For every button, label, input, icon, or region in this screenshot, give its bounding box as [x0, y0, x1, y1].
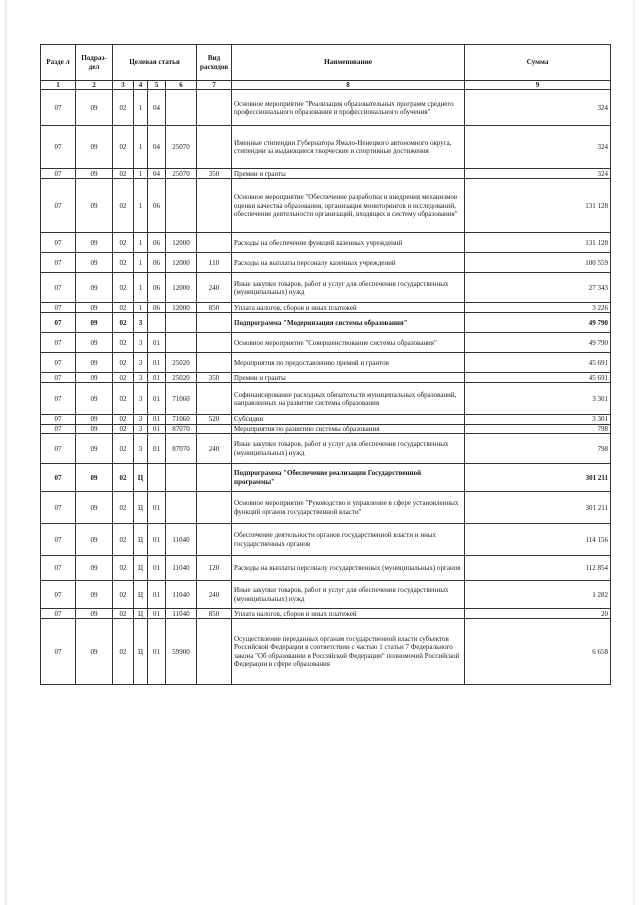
- table-row: [41, 333, 611, 353]
- table-row: [41, 313, 611, 333]
- cell-subprogram: 3: [134, 424, 148, 433]
- cell-razdel: 07: [41, 556, 76, 581]
- column-number: 7: [197, 81, 232, 90]
- budget-table: [40, 44, 611, 685]
- cell-podrazdel: 09: [76, 373, 113, 383]
- header-razdel: Разде л: [41, 45, 76, 81]
- cell-direction: 11040: [166, 524, 197, 556]
- cell-direction: 12000: [166, 303, 197, 313]
- cell-subprogram: Ц: [134, 581, 148, 609]
- cell-activity: 01: [148, 373, 166, 383]
- cell-sum: 45 691: [465, 373, 611, 383]
- table-row: [41, 434, 611, 464]
- cell-podrazdel: 09: [76, 464, 113, 492]
- cell-podrazdel: 09: [76, 179, 113, 233]
- cell-podrazdel: 09: [76, 619, 113, 685]
- cell-razdel: 07: [41, 524, 76, 556]
- cell-program: 02: [113, 90, 134, 126]
- cell-name: Расходы на обеспечение функций казенных учреждений: [232, 233, 465, 253]
- cell-razdel: 07: [41, 619, 76, 685]
- table-row: [41, 524, 611, 556]
- cell-program: 02: [113, 126, 134, 169]
- cell-vid: 110: [197, 253, 232, 273]
- cell-name: Софинансирование расходных обязательств муниципальных образований, направленных на развитие системы образования: [232, 383, 465, 415]
- cell-vid: [197, 126, 232, 169]
- cell-activity: 01: [148, 415, 166, 424]
- cell-subprogram: Ц: [134, 524, 148, 556]
- cell-activity: 06: [148, 253, 166, 273]
- cell-program: 02: [113, 464, 134, 492]
- cell-subprogram: 3: [134, 333, 148, 353]
- cell-razdel: 07: [41, 353, 76, 373]
- table-row: [41, 383, 611, 415]
- cell-program: 02: [113, 581, 134, 609]
- cell-subprogram: Ц: [134, 619, 148, 685]
- cell-name: Мероприятия по предоставлению премий и грантов: [232, 353, 465, 373]
- cell-vid: 240: [197, 581, 232, 609]
- cell-program: 02: [113, 353, 134, 373]
- table-row: [41, 581, 611, 609]
- cell-podrazdel: 09: [76, 353, 113, 373]
- cell-podrazdel: 09: [76, 333, 113, 353]
- cell-sum: 45 691: [465, 353, 611, 373]
- column-number: 2: [76, 81, 113, 90]
- cell-direction: 12000: [166, 253, 197, 273]
- table-row: [41, 126, 611, 169]
- cell-vid: 240: [197, 434, 232, 464]
- column-number: 8: [232, 81, 465, 90]
- cell-vid: 240: [197, 273, 232, 303]
- table-row: [41, 609, 611, 619]
- cell-sum: 301 211: [465, 492, 611, 524]
- cell-name: Основное мероприятие "Руководство и управление в сфере установленных функций органов государственной власти": [232, 492, 465, 524]
- cell-podrazdel: 09: [76, 313, 113, 333]
- cell-activity: 04: [148, 126, 166, 169]
- cell-direction: [166, 313, 197, 333]
- cell-sum: 798: [465, 424, 611, 433]
- cell-razdel: 07: [41, 179, 76, 233]
- column-number: 6: [166, 81, 197, 90]
- cell-subprogram: 1: [134, 90, 148, 126]
- table-row: [41, 303, 611, 313]
- cell-sum: 798: [465, 434, 611, 464]
- cell-podrazdel: 09: [76, 303, 113, 313]
- cell-razdel: 07: [41, 609, 76, 619]
- header-celevaya-statya: Целевая статья: [113, 45, 197, 81]
- cell-vid: 350: [197, 373, 232, 383]
- cell-name: Осуществление переданных органам государственной власти субъектов Российской Федерации в соответствии с частью 1 статьи 7 Федерального закона "Об образовании в Российской Федерации" полномочий Российской Федерации в сфере образования: [232, 619, 465, 685]
- cell-sum: 49 790: [465, 333, 611, 353]
- cell-vid: [197, 353, 232, 373]
- cell-razdel: 07: [41, 373, 76, 383]
- cell-name: Иные закупки товаров, работ и услуг для обеспечения государственных (муниципальных) нужд: [232, 581, 465, 609]
- cell-razdel: 07: [41, 434, 76, 464]
- cell-direction: 12000: [166, 273, 197, 303]
- cell-activity: 01: [148, 353, 166, 373]
- cell-name: Расходы на выплаты персоналу государственных (муниципальных) органов: [232, 556, 465, 581]
- cell-razdel: 07: [41, 273, 76, 303]
- column-number: 1: [41, 81, 76, 90]
- cell-activity: 01: [148, 333, 166, 353]
- cell-direction: [166, 90, 197, 126]
- cell-direction: 71060: [166, 415, 197, 424]
- cell-program: 02: [113, 609, 134, 619]
- cell-razdel: 07: [41, 333, 76, 353]
- cell-direction: 25020: [166, 373, 197, 383]
- cell-direction: [166, 464, 197, 492]
- table-row: [41, 233, 611, 253]
- cell-podrazdel: 09: [76, 253, 113, 273]
- column-number-row: [41, 81, 611, 90]
- cell-direction: [166, 179, 197, 233]
- cell-podrazdel: 09: [76, 415, 113, 424]
- cell-sum: 131 128: [465, 179, 611, 233]
- cell-name: Основное мероприятие "Обеспечение разработки и внедрения механизмов оценки качества образования, организация мониторингов и исследований, обеспечение деятельности организаций, входящих в систему образования": [232, 179, 465, 233]
- cell-direction: [166, 333, 197, 353]
- table-row: [41, 90, 611, 126]
- cell-direction: [166, 492, 197, 524]
- cell-vid: 120: [197, 556, 232, 581]
- cell-direction: 25070: [166, 169, 197, 179]
- cell-name: Обеспечение деятельности органов государственной власти и иных государственных органов: [232, 524, 465, 556]
- table-row: [41, 253, 611, 273]
- cell-podrazdel: 09: [76, 609, 113, 619]
- header-podrazdel: Подраз- дел: [76, 45, 113, 81]
- cell-sum: 49 790: [465, 313, 611, 333]
- table-row: [41, 556, 611, 581]
- cell-program: 02: [113, 313, 134, 333]
- cell-name: Премии и гранты: [232, 169, 465, 179]
- cell-program: 02: [113, 492, 134, 524]
- cell-sum: 131 128: [465, 233, 611, 253]
- cell-activity: 01: [148, 492, 166, 524]
- cell-program: 02: [113, 434, 134, 464]
- cell-program: 02: [113, 424, 134, 433]
- cell-sum: 6 658: [465, 619, 611, 685]
- cell-subprogram: 3: [134, 353, 148, 373]
- table-row: [41, 169, 611, 179]
- cell-vid: [197, 492, 232, 524]
- cell-activity: 01: [148, 424, 166, 433]
- cell-vid: [197, 233, 232, 253]
- cell-program: 02: [113, 333, 134, 353]
- cell-name: Расходы на выплаты персоналу казенных учреждений: [232, 253, 465, 273]
- cell-subprogram: 3: [134, 313, 148, 333]
- cell-podrazdel: 09: [76, 434, 113, 464]
- cell-program: 02: [113, 619, 134, 685]
- cell-program: 02: [113, 233, 134, 253]
- cell-vid: [197, 383, 232, 415]
- column-number: 4: [134, 81, 148, 90]
- cell-vid: [197, 619, 232, 685]
- cell-subprogram: Ц: [134, 556, 148, 581]
- cell-activity: 01: [148, 383, 166, 415]
- cell-name: Уплата налогов, сборов и иных платежей: [232, 303, 465, 313]
- column-number: 3: [113, 81, 134, 90]
- cell-program: 02: [113, 373, 134, 383]
- cell-podrazdel: 09: [76, 90, 113, 126]
- cell-subprogram: 3: [134, 415, 148, 424]
- cell-activity: 04: [148, 90, 166, 126]
- cell-name: Иные закупки товаров, работ и услуг для обеспечения государственных (муниципальных) нужд: [232, 273, 465, 303]
- cell-activity: 01: [148, 434, 166, 464]
- cell-podrazdel: 09: [76, 524, 113, 556]
- cell-sum: 301 211: [465, 464, 611, 492]
- document-page: [40, 44, 610, 766]
- cell-podrazdel: 09: [76, 383, 113, 415]
- cell-vid: [197, 524, 232, 556]
- table-row: [41, 373, 611, 383]
- cell-razdel: 07: [41, 90, 76, 126]
- cell-direction: 12000: [166, 233, 197, 253]
- cell-activity: 01: [148, 619, 166, 685]
- cell-subprogram: Ц: [134, 492, 148, 524]
- cell-program: 02: [113, 556, 134, 581]
- cell-vid: [197, 313, 232, 333]
- cell-razdel: 07: [41, 464, 76, 492]
- cell-razdel: 07: [41, 233, 76, 253]
- table-row: [41, 415, 611, 424]
- cell-activity: 01: [148, 581, 166, 609]
- cell-name: Именные стипендии Губернатора Ямало-Ненецкого автономного округа, стипендии за выдающиеся творческие и спортивные достижения: [232, 126, 465, 169]
- cell-subprogram: Ц: [134, 609, 148, 619]
- cell-direction: 71060: [166, 383, 197, 415]
- cell-name: Подпрограмма "Обеспечение реализации Государственной программы": [232, 464, 465, 492]
- cell-program: 02: [113, 524, 134, 556]
- cell-direction: 11040: [166, 581, 197, 609]
- cell-sum: 27 343: [465, 273, 611, 303]
- cell-razdel: 07: [41, 303, 76, 313]
- header-vid-raskhodov: Вид расходов: [197, 45, 232, 81]
- column-number: 9: [465, 81, 611, 90]
- cell-vid: 850: [197, 303, 232, 313]
- cell-vid: [197, 333, 232, 353]
- cell-subprogram: 1: [134, 303, 148, 313]
- table-row: [41, 619, 611, 685]
- cell-sum: 3 226: [465, 303, 611, 313]
- cell-sum: 114 156: [465, 524, 611, 556]
- cell-sum: 112 854: [465, 556, 611, 581]
- cell-name: Основное мероприятие "Реализация образовательных программ среднего профессионального образования и профессионального обучения": [232, 90, 465, 126]
- cell-activity: 01: [148, 556, 166, 581]
- cell-razdel: 07: [41, 313, 76, 333]
- cell-name: Уплата налогов, сборов и иных платежей: [232, 609, 465, 619]
- table-body: [41, 90, 611, 685]
- cell-vid: 850: [197, 609, 232, 619]
- cell-name: Мероприятия по развитию системы образования: [232, 424, 465, 433]
- cell-activity: 06: [148, 303, 166, 313]
- cell-sum: 3 301: [465, 415, 611, 424]
- table-row: [41, 424, 611, 433]
- cell-razdel: 07: [41, 581, 76, 609]
- cell-activity: 04: [148, 169, 166, 179]
- cell-sum: 3 301: [465, 383, 611, 415]
- cell-podrazdel: 09: [76, 424, 113, 433]
- cell-razdel: 07: [41, 169, 76, 179]
- cell-sum: 1 282: [465, 581, 611, 609]
- cell-direction: 87070: [166, 424, 197, 433]
- cell-podrazdel: 09: [76, 126, 113, 169]
- cell-activity: 06: [148, 273, 166, 303]
- column-number: 5: [148, 81, 166, 90]
- table-header-row: [41, 45, 611, 81]
- cell-sum: 324: [465, 126, 611, 169]
- cell-direction: 11040: [166, 556, 197, 581]
- cell-name: Субсидии: [232, 415, 465, 424]
- cell-vid: [197, 464, 232, 492]
- cell-subprogram: 1: [134, 179, 148, 233]
- cell-activity: 06: [148, 233, 166, 253]
- cell-name: Основное мероприятие "Совершенствование системы образования": [232, 333, 465, 353]
- cell-activity: [148, 464, 166, 492]
- cell-subprogram: 1: [134, 233, 148, 253]
- cell-vid: 350: [197, 169, 232, 179]
- cell-program: 02: [113, 253, 134, 273]
- cell-name: Подпрограмма "Модернизация системы образования": [232, 313, 465, 333]
- cell-podrazdel: 09: [76, 233, 113, 253]
- cell-sum: 324: [465, 90, 611, 126]
- table-row: [41, 492, 611, 524]
- cell-program: 02: [113, 273, 134, 303]
- cell-sum: 20: [465, 609, 611, 619]
- cell-podrazdel: 09: [76, 273, 113, 303]
- cell-razdel: 07: [41, 424, 76, 433]
- table-row: [41, 273, 611, 303]
- cell-program: 02: [113, 169, 134, 179]
- cell-activity: 01: [148, 609, 166, 619]
- cell-direction: 11040: [166, 609, 197, 619]
- cell-razdel: 07: [41, 383, 76, 415]
- cell-direction: 25070: [166, 126, 197, 169]
- cell-podrazdel: 09: [76, 556, 113, 581]
- cell-program: 02: [113, 179, 134, 233]
- cell-vid: [197, 179, 232, 233]
- cell-razdel: 07: [41, 492, 76, 524]
- cell-subprogram: 1: [134, 253, 148, 273]
- cell-name: Иные закупки товаров, работ и услуг для обеспечения государственных (муниципальных) нужд: [232, 434, 465, 464]
- cell-subprogram: 3: [134, 373, 148, 383]
- cell-direction: 87070: [166, 434, 197, 464]
- cell-vid: 520: [197, 415, 232, 424]
- cell-sum: 324: [465, 169, 611, 179]
- cell-vid: [197, 424, 232, 433]
- cell-subprogram: 1: [134, 169, 148, 179]
- cell-activity: 06: [148, 179, 166, 233]
- cell-sum: 100 559: [465, 253, 611, 273]
- header-naimenovanie: Наименование: [232, 45, 465, 81]
- cell-program: 02: [113, 383, 134, 415]
- cell-direction: 25020: [166, 353, 197, 373]
- cell-razdel: 07: [41, 253, 76, 273]
- cell-razdel: 07: [41, 415, 76, 424]
- table-row: [41, 464, 611, 492]
- cell-program: 02: [113, 415, 134, 424]
- cell-activity: [148, 313, 166, 333]
- cell-podrazdel: 09: [76, 492, 113, 524]
- cell-subprogram: 3: [134, 434, 148, 464]
- cell-subprogram: 1: [134, 126, 148, 169]
- cell-subprogram: 1: [134, 273, 148, 303]
- cell-vid: [197, 90, 232, 126]
- cell-direction: 59900: [166, 619, 197, 685]
- cell-program: 02: [113, 303, 134, 313]
- cell-activity: 01: [148, 524, 166, 556]
- cell-podrazdel: 09: [76, 581, 113, 609]
- cell-razdel: 07: [41, 126, 76, 169]
- cell-podrazdel: 09: [76, 169, 113, 179]
- cell-name: Премии и гранты: [232, 373, 465, 383]
- table-row: [41, 179, 611, 233]
- cell-subprogram: 3: [134, 383, 148, 415]
- table-row: [41, 353, 611, 373]
- header-summa: Сумма: [465, 45, 611, 81]
- cell-subprogram: Ц: [134, 464, 148, 492]
